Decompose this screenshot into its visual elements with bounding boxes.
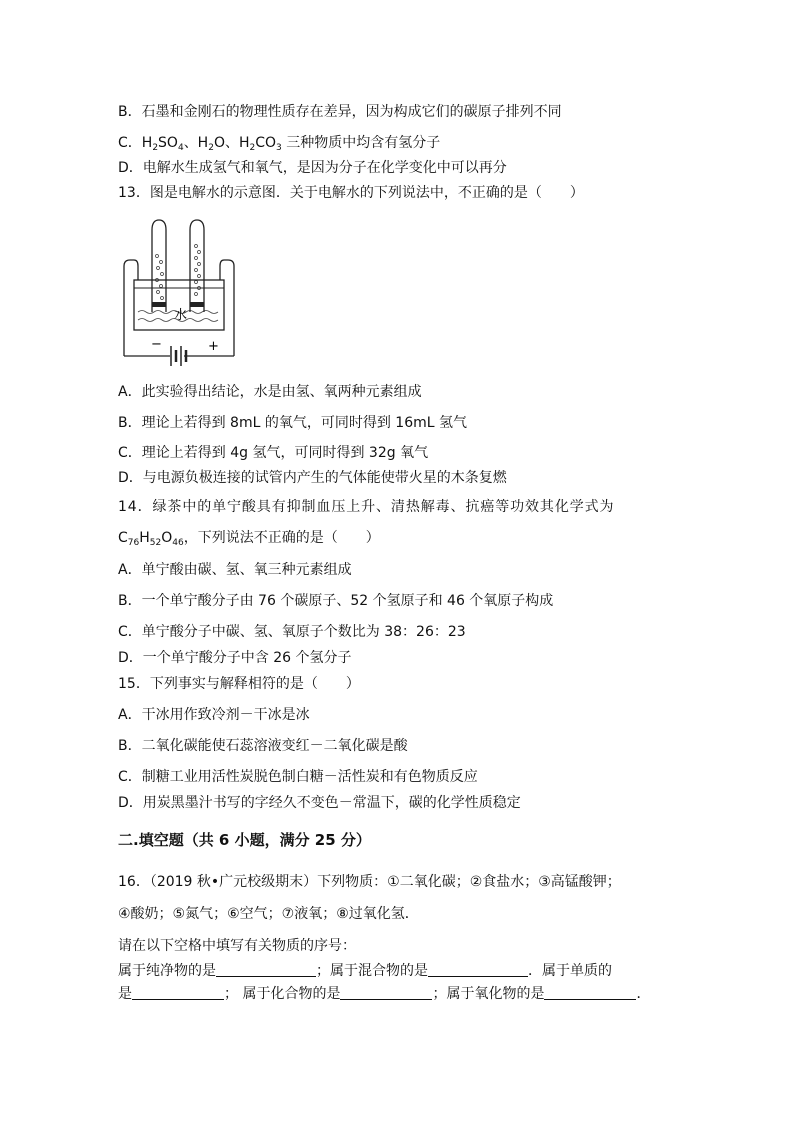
electrolysis-diagram <box>118 216 240 376</box>
q14-stem: 14．绿茶中的单宁酸具有抑制血压上升、清热解毒、抗癌等功效其化学式为 <box>118 499 615 515</box>
text: CO <box>255 135 277 151</box>
text: 、H <box>183 135 209 151</box>
q13-option-d: D．与电源负极连接的试管内产生的气体能使带火星的木条复燃 <box>118 470 507 486</box>
minus-sign: − <box>151 337 162 352</box>
formula-o: O <box>161 530 173 546</box>
section-title: 二.填空题（共 6 小题，满分 25 分） <box>118 831 371 849</box>
text: C．H <box>118 135 153 151</box>
q14-option-a: A．单宁酸由碳、氢、氧三种元素组成 <box>118 562 352 578</box>
text: SO <box>158 135 178 151</box>
text: 属于纯净物的是 <box>118 963 216 979</box>
q14-option-c: C．单宁酸分子中碳、氢、氧原子个数比为 38：26：23 <box>118 624 466 640</box>
text: ．属于单质的 <box>528 963 612 979</box>
subscript: 2 <box>249 143 256 153</box>
q13-stem: 13．图是电解水的示意图．关于电解水的下列说法中，不正确的是（ ） <box>118 185 584 201</box>
option-c-prev <box>118 134 440 152</box>
formula-h: H <box>139 530 150 546</box>
q15-option-c: C．制糖工业用活性炭脱色制白糖－活性炭和有色物质反应 <box>118 769 478 785</box>
subscript: 52 <box>149 538 162 548</box>
electrolysis-svg <box>118 216 240 372</box>
q16-line4 <box>118 962 612 980</box>
answer-blank[interactable] <box>216 962 316 977</box>
subscript: 3 <box>276 143 282 153</box>
subscript: 76 <box>127 538 140 548</box>
answer-blank[interactable] <box>544 985 636 1000</box>
q13-option-a: A．此实验得出结论，水是由氢、氧两种元素组成 <box>118 384 422 400</box>
plus-sign: + <box>208 339 219 354</box>
option-b-prev: B．石墨和金刚石的物理性质存在差异，因为构成它们的碳原子排列不同 <box>118 104 562 120</box>
text: ； 属于化合物的是 <box>224 986 341 1002</box>
subscript: 2 <box>208 143 214 153</box>
q16-line5 <box>118 985 650 1003</box>
answer-blank[interactable] <box>428 962 528 977</box>
text: ；属于混合物的是 <box>316 963 428 979</box>
text: ；属于氧化物的是 <box>432 986 545 1002</box>
subscript: 2 <box>152 143 159 153</box>
answer-blank[interactable] <box>132 985 224 1000</box>
formula-c: C <box>118 530 128 546</box>
text: 是 <box>118 986 132 1002</box>
q16-line3: 请在以下空格中填写有关物质的序号： <box>118 938 356 954</box>
text: ． <box>636 986 651 1002</box>
q13-option-c: C．理论上若得到 4g 氢气，可同时得到 32g 氧气 <box>118 445 429 461</box>
q15-option-a: A．干冰用作致冷剂－干冰是冰 <box>118 707 310 723</box>
subscript: 46 <box>172 538 184 548</box>
right-wire-outline <box>220 260 234 356</box>
left-test-tube <box>152 220 166 312</box>
q14-option-d: D．一个单宁酸分子中含 26 个氢分子 <box>118 650 352 666</box>
q16-line2: ④酸奶；⑤氮气；⑥空气；⑦液氧；⑧过氧化氢． <box>118 906 419 922</box>
q15-option-b: B．二氧化碳能使石蕊溶液变红－二氧化碳是酸 <box>118 738 408 754</box>
right-electrode <box>190 302 204 307</box>
text: ，下列说法不正确的是（ ） <box>183 530 380 546</box>
answer-blank[interactable] <box>340 985 432 1000</box>
text: O、H <box>213 135 250 151</box>
q13-option-b: B．理论上若得到 8mL 的氧气，可同时得到 16mL 氢气 <box>118 415 468 431</box>
option-d-prev: D．电解水生成氢气和氧气，是因为分子在化学变化中可以再分 <box>118 160 507 176</box>
q14-stem-formula <box>118 529 380 547</box>
water-label: 水 <box>174 308 188 323</box>
left-wire-outline <box>124 260 138 356</box>
q15-stem: 15．下列事实与解释相符的是（ ） <box>118 676 360 692</box>
left-electrode <box>152 302 166 307</box>
q16-line1: 16．（2019 秋•广元校级期末）下列物质：①二氧化碳；②食盐水；③高锰酸钾； <box>118 874 621 890</box>
q14-option-b: B．一个单宁酸分子由 76 个碳原子、52 个氢原子和 46 个氧原子构成 <box>118 593 554 609</box>
bubbles-left <box>156 255 164 300</box>
q15-option-d: D．用炭黑墨汁书写的字经久不变色－常温下，碳的化学性质稳定 <box>118 795 521 811</box>
subscript: 4 <box>177 143 184 153</box>
right-test-tube <box>190 220 204 312</box>
text: 三种物质中均含有氢分子 <box>281 135 441 151</box>
